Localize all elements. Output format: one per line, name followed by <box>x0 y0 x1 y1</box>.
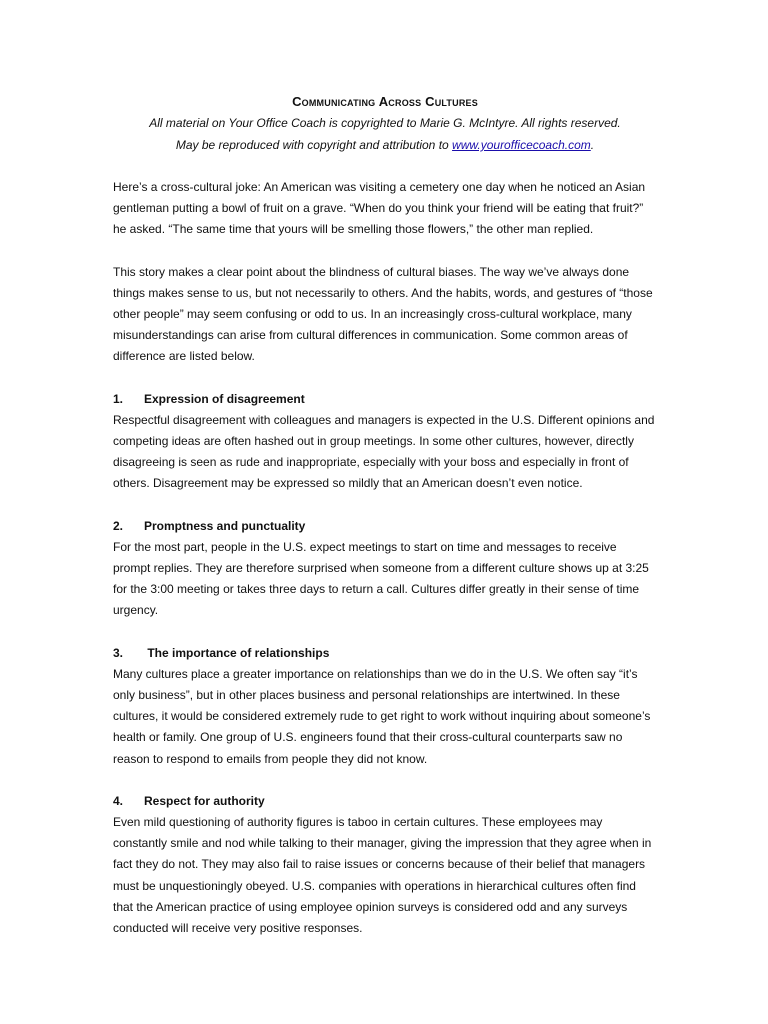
section-body-punctuality: For the most part, people in the U.S. expect meetings to start on time and messages to receive prompt replies. They are therefore surprised when someone from a different culture shows up at 3:25 for the 3:00 meeting or takes three days to return a call. Cultures differ greatly in their sense of time urgency. <box>113 539 649 618</box>
spacer <box>113 622 657 643</box>
attribution-line <box>113 134 657 156</box>
spacer <box>113 368 657 389</box>
section-body-disagreement: Respectful disagreement with colleagues and managers is expected in the U.S. Different opinions and competing ideas are often hashed out in group meetings. In some other cultures, however, directly disagreeing is seen as rude and inappropriate, especially with your boss and especially in front of others. Disagreement may be expressed so mildly that an American doesn’t even notice. <box>113 412 655 491</box>
section-heading-punctuality <box>113 516 657 537</box>
section-number: 1. <box>113 391 124 406</box>
document-title: Communicating Across Cultures <box>292 94 478 109</box>
section-number: 2. <box>113 518 124 533</box>
website-link[interactable]: www.yourofficecoach.com <box>452 138 591 152</box>
attribution-prefix: May be reproduced with copyright and attribution to <box>175 138 453 152</box>
section-title: The importance of relationships <box>144 645 330 660</box>
intro-paragraph-biases: This story makes a clear point about the blindness of cultural biases. The way we’ve always done things makes sense to us, but not necessarily to others. And the habits, words, and gestures of “those other people” may seem confusing or odd to us. In an increasingly cross-cultural workplace, many misunderstandings can arise from cultural differences in communication. Some common areas of difference are listed below. <box>113 264 653 364</box>
spacer <box>113 770 657 791</box>
spacer <box>113 156 657 177</box>
section-title: Respect for authority <box>144 793 265 808</box>
section-heading-disagreement <box>113 389 657 410</box>
copyright-line: All material on Your Office Coach is copyrighted to Marie G. McIntyre. All rights reserved. <box>149 116 621 130</box>
section-title: Promptness and punctuality <box>144 518 306 533</box>
section-heading-authority <box>113 791 657 812</box>
spacer <box>113 495 657 516</box>
section-body-relationships: Many cultures place a greater importance on relationships than we do in the U.S. We often say “it’s only business”, but in other places business and personal relationships are intertwined. In these cultures, it would be considered extremely rude to get right to work without inquiring about someone’s health or family. One group of U.S. engineers found that their cross-cultural counterparts saw no reason to respond to emails from people they did not know. <box>113 666 651 766</box>
section-number: 3. <box>113 645 124 660</box>
section-heading-relationships <box>113 643 657 664</box>
section-number: 4. <box>113 793 124 808</box>
spacer <box>113 241 657 262</box>
section-body-authority: Even mild questioning of authority figures is taboo in certain cultures. These employees may constantly smile and nod while talking to their manager, giving the impression that they agree when in fact they do not. They may also fail to raise issues or concerns because of their belief that managers must be unquestioningly obeyed. U.S. companies with operations in hierarchical cultures often find that the American practice of using employee opinion surveys is considered odd and any surveys conducted will receive very positive responses. <box>113 815 652 936</box>
attribution-suffix: . <box>590 138 595 152</box>
intro-paragraph-joke: Here’s a cross-cultural joke: An American was visiting a cemetery one day when he noticed an Asian gentleman putting a bowl of fruit on a grave. “When do you think your friend will be eating that fruit?” he asked. “The same time that yours will be smelling those flowers,” the other man replied. <box>113 180 646 237</box>
document-page <box>113 92 657 939</box>
section-title: Expression of disagreement <box>144 391 305 406</box>
